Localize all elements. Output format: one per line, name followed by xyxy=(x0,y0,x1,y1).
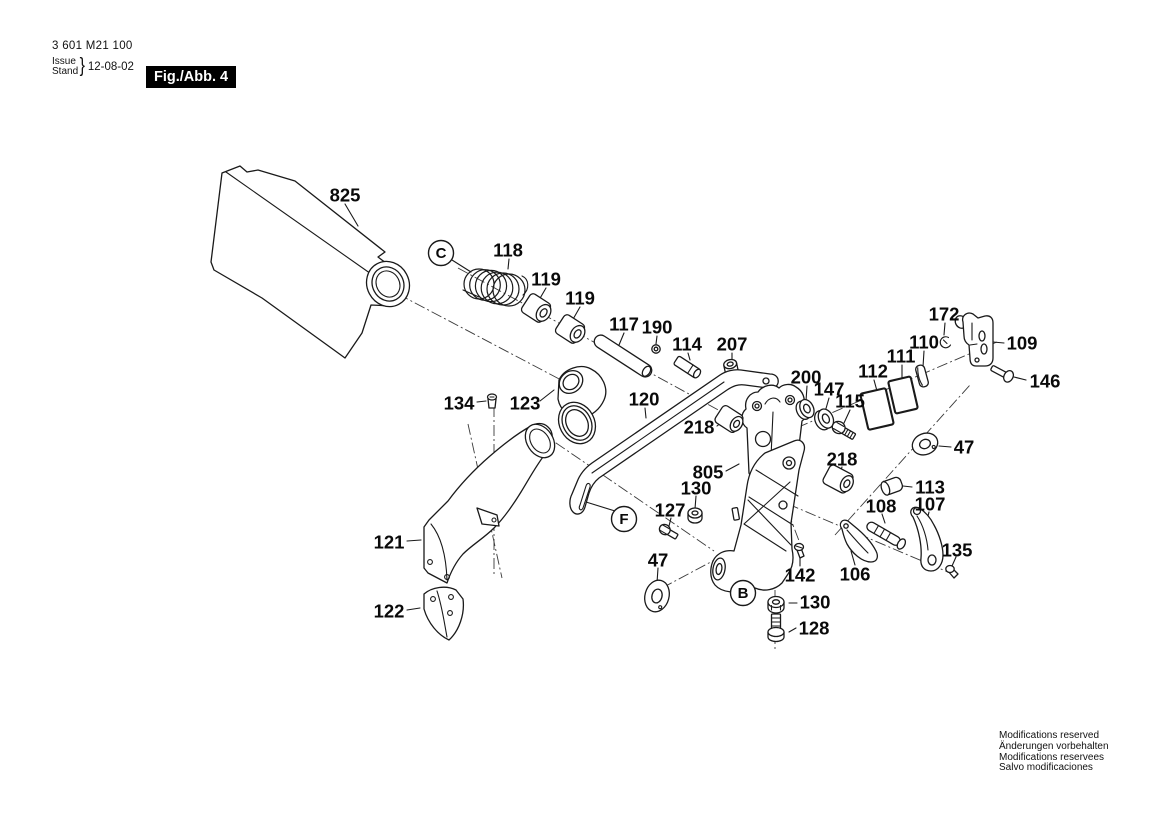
issue-date: 12-08-02 xyxy=(87,60,134,73)
part-label-207: 207 xyxy=(716,333,748,355)
part-111-plate xyxy=(888,376,918,413)
part-label-218: 218 xyxy=(826,448,858,470)
note-line-es: Salvo modificaciones xyxy=(999,762,1093,774)
modifications-note xyxy=(999,731,1109,774)
part-label-115: 115 xyxy=(835,390,865,412)
part-130-nut-lower xyxy=(768,597,784,614)
part-label-47: 47 xyxy=(953,436,975,458)
part-label-112: 112 xyxy=(858,360,888,382)
part-label-117: 117 xyxy=(609,313,639,335)
part-label-130: 130 xyxy=(799,591,831,613)
part-label-108: 108 xyxy=(865,495,897,517)
part-label-172: 172 xyxy=(928,303,960,325)
part-label-118: 118 xyxy=(493,239,523,261)
part-label-134: 134 xyxy=(443,392,475,414)
part-label-130: 130 xyxy=(680,477,712,499)
part-190-ring xyxy=(652,345,660,353)
part-107-lever xyxy=(911,507,943,571)
part-127-screw xyxy=(658,522,680,540)
part-label-106: 106 xyxy=(839,563,871,585)
part-label-123: 123 xyxy=(509,392,541,414)
part-47-washer-lower xyxy=(641,577,672,614)
part-label-122: 122 xyxy=(373,600,405,622)
part-825-dust-bag xyxy=(211,166,417,358)
svg-text:F: F xyxy=(619,511,629,528)
part-130-nut-upper xyxy=(688,508,702,523)
part-112-plate xyxy=(860,388,894,430)
part-47-washer-right xyxy=(909,429,941,458)
part-121-chute xyxy=(424,419,561,583)
part-label-111: 111 xyxy=(886,345,916,367)
stand-label: Stand xyxy=(52,65,79,77)
part-142-screw xyxy=(795,544,805,559)
svg-text:C: C xyxy=(435,245,447,262)
part-label-113: 113 xyxy=(915,476,945,498)
part-label-127: 127 xyxy=(654,499,686,521)
figure-label: Fig./Abb. 4 xyxy=(146,66,236,88)
part-label-47: 47 xyxy=(647,549,669,571)
ref-circle-C xyxy=(429,241,454,266)
issue-label: Issue xyxy=(52,55,76,67)
part-172-clip xyxy=(940,337,950,348)
part-label-146: 146 xyxy=(1029,370,1061,392)
part-218-bushing-1 xyxy=(713,404,746,435)
note-line-fr: Modifications reservees xyxy=(999,751,1105,763)
part-135-screw xyxy=(946,566,958,579)
part-146-bolt xyxy=(989,362,1015,384)
part-label-107: 107 xyxy=(914,493,946,515)
part-label-218: 218 xyxy=(683,416,715,438)
part-label-109: 109 xyxy=(1006,332,1038,354)
part-122-deflector xyxy=(424,587,463,640)
part-119-bushing-1 xyxy=(520,292,555,325)
part-118-torsion-spring xyxy=(463,269,528,306)
part-label-114: 114 xyxy=(672,333,702,355)
part-110-pad xyxy=(915,364,929,388)
part-134-screw xyxy=(488,394,497,408)
part-number: 3 601 M21 100 xyxy=(52,40,133,52)
part-label-805: 805 xyxy=(692,461,724,483)
part-128-bolt xyxy=(768,614,784,642)
part-label-825: 825 xyxy=(329,184,361,206)
part-label-142: 142 xyxy=(784,564,816,586)
svg-text:B: B xyxy=(737,585,749,602)
ref-circle-F xyxy=(612,507,637,532)
part-123-elbow xyxy=(551,366,605,450)
part-113-plug xyxy=(879,476,903,496)
brace-glyph: } xyxy=(79,55,86,77)
part-114-pin xyxy=(673,356,702,380)
part-label-121: 121 xyxy=(373,531,405,553)
part-label-200: 200 xyxy=(790,366,822,388)
part-label-119: 119 xyxy=(565,287,595,309)
part-label-120: 120 xyxy=(628,388,660,410)
note-line-en: Modifications reserved xyxy=(999,730,1100,741)
part-117-pin xyxy=(592,333,654,380)
part-label-128: 128 xyxy=(798,617,830,639)
ref-circle-B xyxy=(731,581,756,606)
note-line-de: Änderungen vorbehalten xyxy=(999,740,1109,752)
part-label-147: 147 xyxy=(813,378,845,400)
part-label-135: 135 xyxy=(941,539,973,561)
part-label-119: 119 xyxy=(531,268,561,290)
part-label-190: 190 xyxy=(641,316,673,338)
part-119-bushing-2 xyxy=(554,313,589,346)
part-label-110: 110 xyxy=(909,331,939,353)
